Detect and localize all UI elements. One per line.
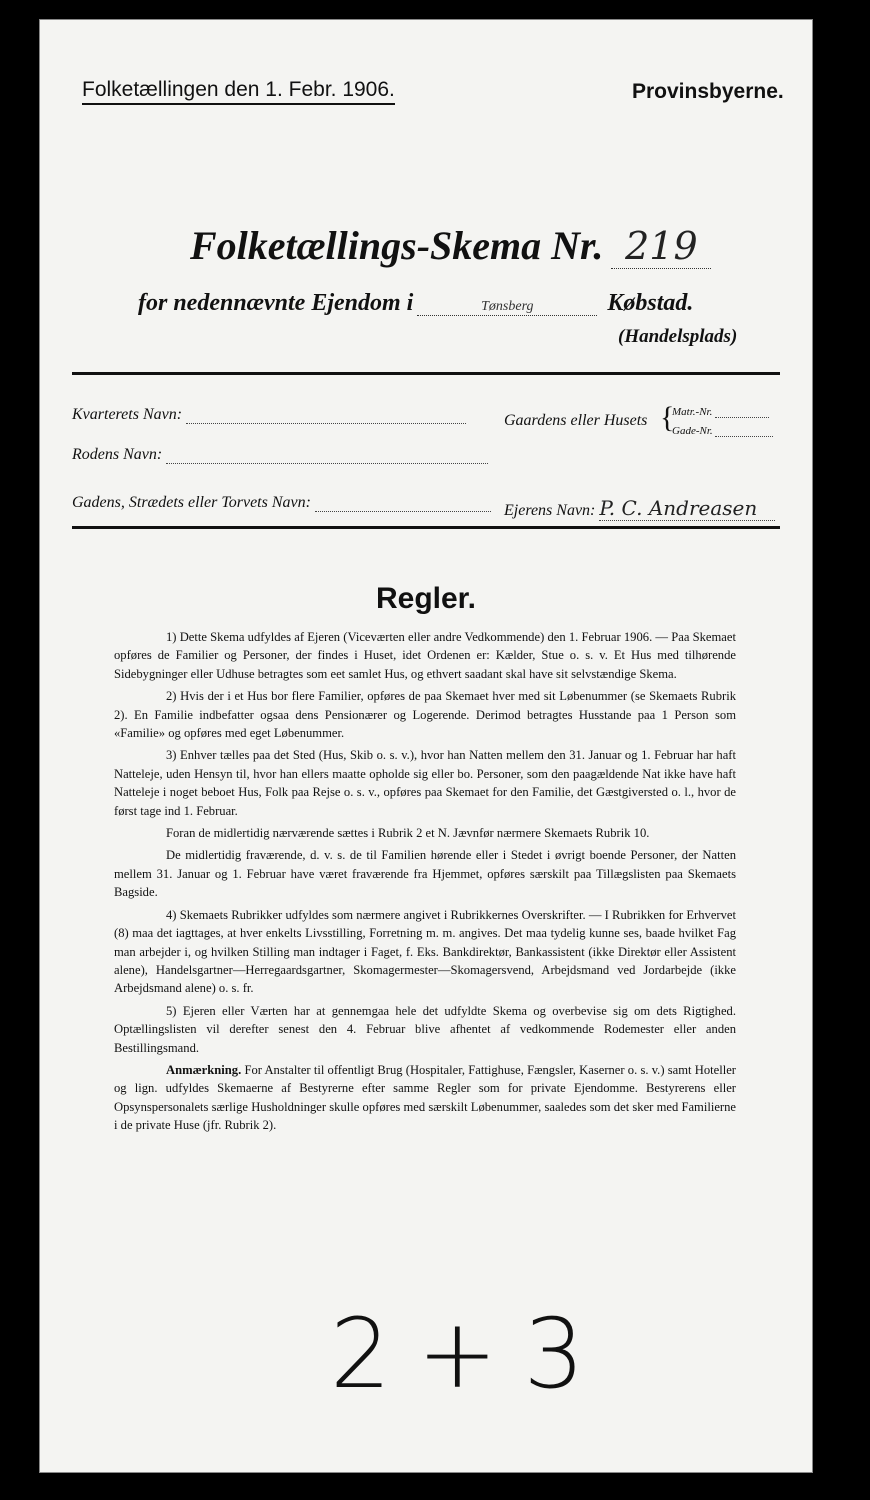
kvarter-line xyxy=(186,409,466,424)
top-divider xyxy=(72,372,780,375)
gade-nr-label: Gade-Nr. xyxy=(672,425,713,437)
ejer-label: Ejerens Navn: xyxy=(504,502,596,519)
rule-5: 5) Ejeren eller Værten har at gennemgaa hele det udfyldte Skema og overbevise sig om dets Rigtighed. Optællingslisten vil derefter senest den 4. Februar blive afhentet af vedkommende Rodemester eller anden Bestillingsmand. xyxy=(114,1003,736,1055)
form-title-text: Folketællings-Skema Nr. xyxy=(190,223,604,268)
census-title: Folketællingen den 1. Febr. 1906. xyxy=(82,78,395,105)
kvarter-field xyxy=(72,406,466,424)
matr-field xyxy=(672,406,769,418)
rode-label: Rodens Navn: xyxy=(72,446,163,463)
gade-nr-line xyxy=(715,426,773,437)
gade-field xyxy=(72,494,491,512)
rules-heading: Regler. xyxy=(375,582,477,615)
gaard-label: Gaardens eller Husets xyxy=(504,412,648,429)
brace-glyph: { xyxy=(660,401,675,434)
kvarter-label: Kvarterets Navn: xyxy=(72,406,183,423)
field-divider xyxy=(72,526,780,529)
rule-1: 1) Dette Skema udfyldes af Ejeren (Viceværten eller andre Vedkommende) den 1. Februar 1906. — Paa Skemaet opføres de Familier og Personer, der findes i Huset, idet Ordenen er: Kælder, Stue o. s. v. Et Hus med tilhørende Sidebygninger eller Udhuse betragtes som eet samlet Hus, og ethvert saadant skal have sit selvstændige Skema. xyxy=(114,630,736,681)
census-form-page xyxy=(40,20,812,1472)
rule-note xyxy=(114,1061,736,1135)
gaard-field xyxy=(504,412,647,430)
region-label: Provinsbyerne. xyxy=(632,80,784,103)
rode-line xyxy=(166,449,488,464)
handelsplads-label: (Handelsplads) xyxy=(618,326,738,347)
form-title xyxy=(190,222,711,269)
gade-nr-field xyxy=(672,425,773,437)
note-text: For Anstalter til offentligt Brug (Hospitaler, Fattighuse, Fængsler, Kaserner o. s. v.) samt Hoteller og lign. udfyldes Skemaerne af Bestyrerne efter samme Regler som for private Ejendomme. Bestyrerens eller Opsynspersonalets særlige Husholdninger skulle opføres med særskilt Løbenummer, saaledes som det sker med Familierne i de private Huse (jfr. Rubrik 2). xyxy=(114,1062,736,1133)
rule-3-fravaerende: De midlertidig fraværende, d. v. s. de til Familien hørende eller i Stedet i øvrigt boende Personer, der Natten mellem 31. Januar og 1. Februar have været fraværende fra Hjemmet, opføres særskilt paa Tillægslisten paa Skemaets Bagside. xyxy=(114,848,736,900)
note-lead: Anmærkning. xyxy=(166,1062,242,1077)
gade-line xyxy=(315,497,491,512)
form-subtitle xyxy=(138,290,693,317)
rule-2: 2) Hvis der i et Hus bor flere Familier, opføres de paa Skemaet hver med sit Løbenummer (se Skemaets Rubrik 2). En Familie indbefatter ogsaa dens Pensionærer og Logerende. Derimod betragtes Husstande paa 1 Person som «Familie» og opføres med eget Løbenummer. xyxy=(114,689,736,741)
form-number: 219 xyxy=(611,224,711,269)
subtitle-text: for nedennævnte Ejendom i xyxy=(138,290,414,316)
matr-label: Matr.-Nr. xyxy=(672,406,713,418)
rule-3: 3) Enhver tælles paa det Sted (Hus, Skib o. s. v.), hvor han Natten mellem den 31. Januar og 1. Februar har haft Natteleje, uden Hensyn til, hvor han ellers maatte opholde sig eller bo. Personer, som den paagældende Nat ikke have haft Natteleje i noget beboet Hus, Folk paa Rejse o. s. v., opføres paa Skemaet for den Familie, det Gæstgiversted o. l., hvor de først tage ind 1. Februar. xyxy=(114,748,736,818)
gade-label: Gadens, Strædets eller Torvets Navn: xyxy=(72,494,311,511)
ejer-field xyxy=(504,496,775,521)
rule-3-foran: Foran de midlertidig nærværende sættes i Rubrik 2 et N. Jævnfør nærmere Skemaets Rubrik 10. xyxy=(166,826,650,841)
rules-body xyxy=(114,628,736,1139)
ejer-value: P. C. Andreasen xyxy=(599,496,775,521)
rule-4: 4) Skemaets Rubrikker udfyldes som nærmere angivet i Rubrikkernes Overskrifter. — I Rubrikken for Erhvervet (8) maa det iagttages, at hver enkelts Livsstilling, Forretning m. m. angives. Det maa tydelig kunne ses, baade hvilket Fag man arbejder i, og hvilken Stilling man indtager i Faget, f. Eks. Bankdirektør, Bankassistent (ikke Direktør eller Assistent alene), Handelsgartner—Herregaardsgartner, Skomagermester—Skomagersvend, Arbejdsmand ved Jordarbejde (ikke Arbejdsmand alene) o. s. fr. xyxy=(114,907,736,996)
town-field: Tønsberg xyxy=(417,299,597,316)
handwritten-note: 2+3 xyxy=(330,1298,611,1410)
matr-line xyxy=(715,407,769,418)
rode-field xyxy=(72,446,488,464)
kobstad-label: Købstad. xyxy=(607,290,694,316)
